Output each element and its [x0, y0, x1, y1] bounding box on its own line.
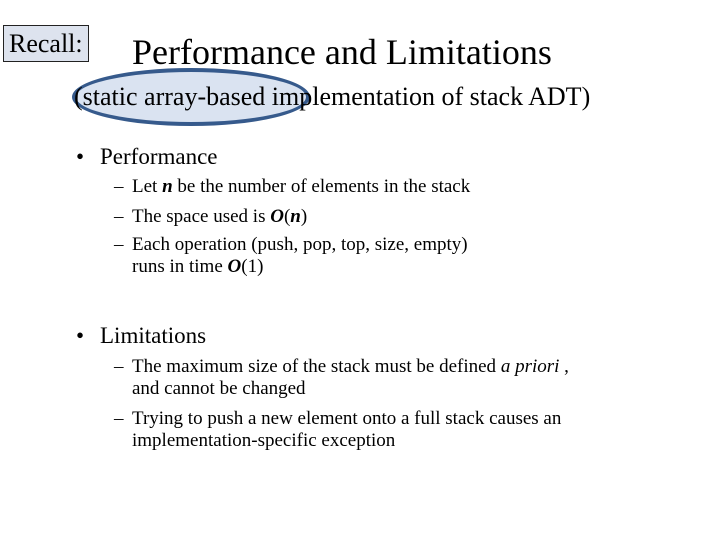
item-text: runs in time	[132, 256, 228, 277]
dash: –	[114, 206, 124, 227]
recall-label: Recall:	[3, 25, 89, 62]
item-text: )	[300, 206, 308, 227]
performance-item-1	[114, 176, 674, 198]
variable-n: n	[162, 176, 173, 197]
dash: –	[114, 356, 124, 377]
subtitle-rest: implementation of stack ADT)	[265, 82, 591, 111]
slide-subtitle	[74, 80, 590, 114]
dash: –	[114, 408, 124, 429]
item-text: and cannot be changed	[132, 378, 306, 399]
item-text: Trying to push a new element onto a full stack causes an	[132, 408, 562, 429]
dash: –	[114, 176, 124, 197]
performance-item-3	[114, 234, 674, 278]
item-text: (1)	[241, 256, 264, 277]
item-text: Each operation (push, pop, top, size, empty)	[132, 234, 468, 255]
item-text: implementation-specific exception	[132, 430, 396, 451]
subtitle-highlighted-text: static array-based	[82, 82, 266, 111]
slide-title: Performance and Limitations	[132, 32, 552, 72]
subtitle-open-paren: (	[74, 82, 83, 111]
performance-item-2	[114, 206, 674, 228]
big-o: O	[227, 256, 242, 277]
a-priori: a priori	[500, 356, 560, 377]
section-heading-text: Performance	[100, 144, 218, 169]
item-text: ,	[559, 356, 569, 377]
section-performance-heading	[76, 142, 218, 172]
limitations-item-1	[114, 356, 674, 400]
item-text: be the number of elements in the stack	[172, 176, 471, 197]
item-text: Let	[132, 176, 163, 197]
section-limitations-heading	[76, 321, 206, 351]
bullet: •	[76, 323, 85, 348]
dash: –	[114, 234, 124, 255]
variable-n: n	[290, 206, 301, 227]
bullet: •	[76, 144, 85, 169]
big-o: O	[270, 206, 284, 227]
item-text: The maximum size of the stack must be defined	[132, 356, 501, 377]
limitations-item-2	[114, 408, 674, 452]
item-text: (	[283, 206, 291, 227]
section-heading-text: Limitations	[100, 323, 207, 348]
item-text: The space used is	[132, 206, 271, 227]
